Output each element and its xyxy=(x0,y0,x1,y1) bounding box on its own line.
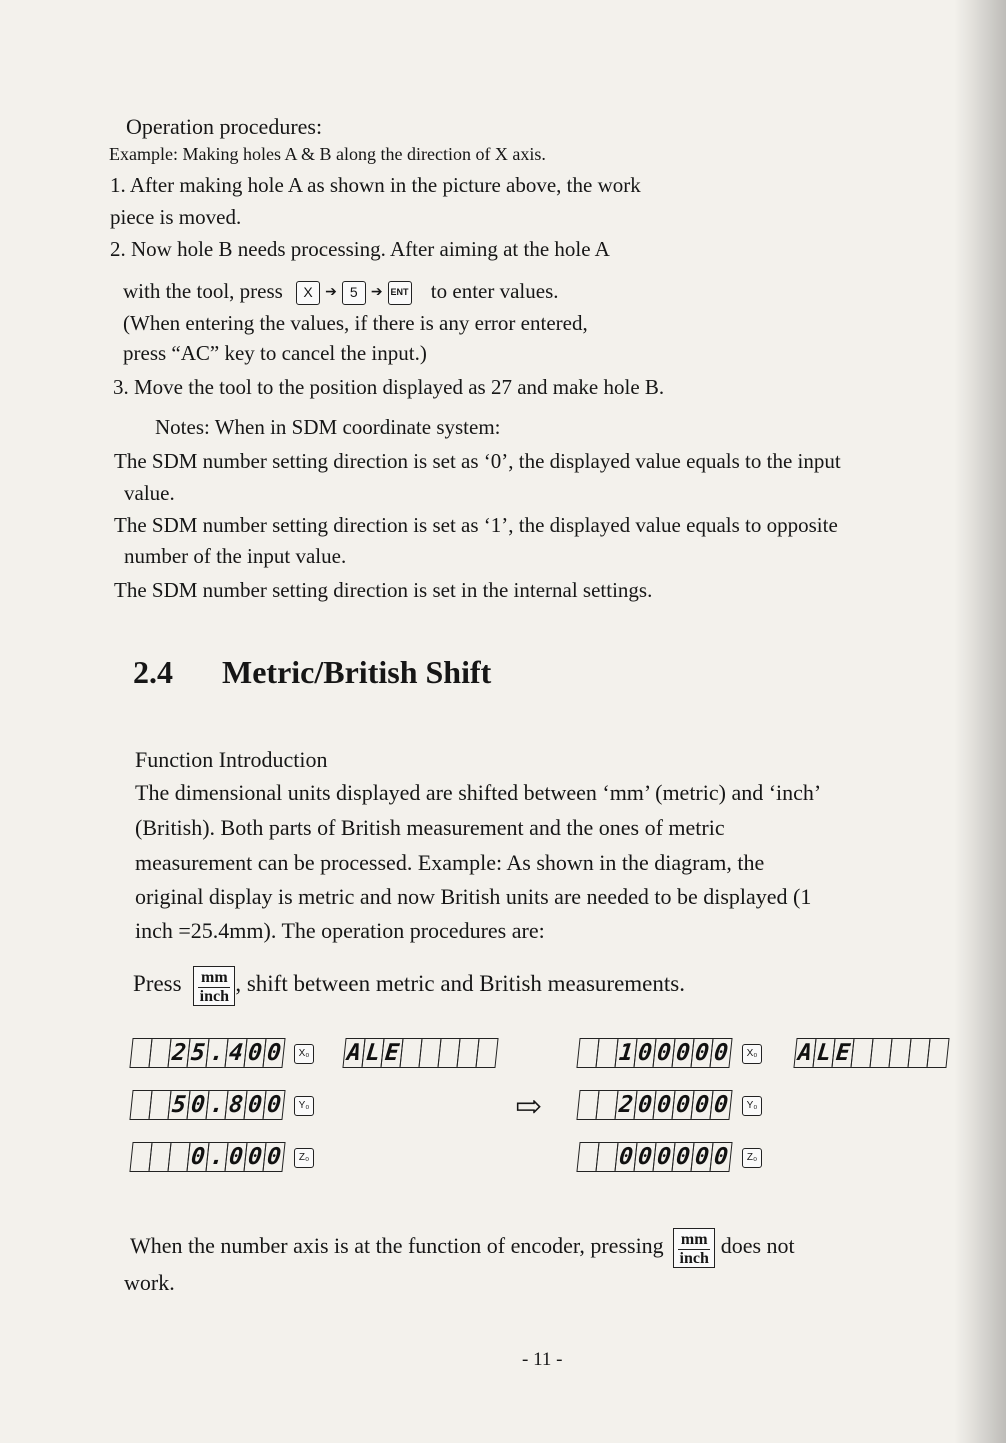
lcd-digit: 0 xyxy=(262,1142,285,1172)
lcd-before-y xyxy=(131,1090,283,1120)
encoder-text-a: When the number axis is at the function of encoder, pressing xyxy=(130,1233,664,1258)
lcd-digit: 0 xyxy=(633,1038,656,1068)
press-description: , shift between metric and British measurements. xyxy=(235,971,685,996)
lcd-digit: 0 xyxy=(671,1142,694,1172)
lcd-digit: 0 xyxy=(652,1038,675,1068)
lcd-digit: . xyxy=(205,1142,228,1172)
lcd-before-z xyxy=(131,1142,283,1172)
lcd-digit: 0 xyxy=(243,1090,266,1120)
lcd-digit: A xyxy=(793,1038,816,1068)
note1-line-a: The SDM number setting direction is set as ‘0’, the displayed value equals to the input xyxy=(114,449,841,473)
inch-key-label: inch xyxy=(679,1249,709,1267)
lcd-digit: 0 xyxy=(186,1090,209,1120)
mm-inch-key-icon xyxy=(193,966,235,1006)
section-title: Metric/British Shift xyxy=(222,654,492,690)
lcd-digit: 1 xyxy=(614,1038,637,1068)
lcd-digit xyxy=(926,1038,949,1068)
lcd-digit: 0 xyxy=(709,1038,732,1068)
x-axis-key-icon: X₀ xyxy=(294,1044,314,1064)
lcd-digit: 0 xyxy=(633,1090,656,1120)
step3-line: 3. Move the tool to the position displayed as 27 and make hole B. xyxy=(113,375,665,399)
lcd-digit: 0 xyxy=(671,1090,694,1120)
lcd-digit: 5 xyxy=(167,1090,190,1120)
lcd-digit: 0 xyxy=(652,1090,675,1120)
lcd-digit: 0 xyxy=(709,1090,732,1120)
notes-line: Notes: When in SDM coordinate system: xyxy=(155,415,501,439)
lcd-digit: 0 xyxy=(671,1038,694,1068)
note3-line: The SDM number setting direction is set in the internal settings. xyxy=(114,578,653,602)
lcd-after-x xyxy=(578,1038,730,1068)
lcd-digit: 0 xyxy=(243,1038,266,1068)
step2-line-b-pre: with the tool, press xyxy=(123,279,283,303)
lcd-digit: 0 xyxy=(614,1142,637,1172)
func-paragraph-line-2: (British). Both parts of British measurement and the ones of metric xyxy=(135,815,725,840)
lcd-digit: 0 xyxy=(186,1142,209,1172)
lcd-digit: 0 xyxy=(709,1142,732,1172)
lcd-digit: 0 xyxy=(224,1142,247,1172)
step1-line-a: 1. After making hole A as shown in the picture above, the work xyxy=(110,173,641,197)
note1-line-b: value. xyxy=(124,481,175,505)
lcd-digit: 0 xyxy=(690,1090,713,1120)
lcd-digit: 0 xyxy=(690,1038,713,1068)
x-key-icon: X xyxy=(296,281,320,305)
z-axis-key-icon: Z₀ xyxy=(294,1148,314,1168)
lcd-digit: . xyxy=(205,1090,228,1120)
ent-key-icon: ENT xyxy=(388,281,412,305)
shift-arrow-icon: ⇨ xyxy=(515,1088,542,1124)
step1-line-b: piece is moved. xyxy=(110,205,242,229)
press-mm-inch-line xyxy=(133,964,685,1006)
step2-key-sequence-line xyxy=(123,278,559,306)
mm-inch-key-icon xyxy=(673,1228,715,1268)
func-paragraph-line-4: original display is metric and now British units are needed to be displayed (1 xyxy=(135,884,812,909)
example-line: Example: Making holes A & B along the direction of X axis. xyxy=(109,144,546,164)
section-number: 2.4 xyxy=(133,654,173,690)
func-paragraph-line-1: The dimensional units displayed are shifted between ‘mm’ (metric) and ‘inch’ xyxy=(135,780,822,805)
function-introduction-heading: Function Introduction xyxy=(135,747,328,772)
lcd-status-before xyxy=(344,1038,496,1068)
operation-procedures-heading: Operation procedures: xyxy=(126,114,323,139)
five-key-icon: 5 xyxy=(342,281,366,305)
lcd-digit xyxy=(475,1038,498,1068)
lcd-digit: 8 xyxy=(224,1090,247,1120)
mm-key-label: mm xyxy=(198,970,230,988)
mm-key-label: mm xyxy=(678,1232,710,1250)
page-edge-shadow xyxy=(954,0,1006,1443)
lcd-digit: . xyxy=(205,1038,228,1068)
lcd-after-z xyxy=(578,1142,730,1172)
step2-line-b-post: to enter values. xyxy=(430,279,559,303)
lcd-digit: E xyxy=(831,1038,854,1068)
arrow-icon: ➔ xyxy=(370,285,383,301)
lcd-digit: A xyxy=(342,1038,365,1068)
lcd-after-y xyxy=(578,1090,730,1120)
lcd-digit: 2 xyxy=(614,1090,637,1120)
encoder-text-b: does not xyxy=(720,1233,795,1258)
step2-line-d: press “AC” key to cancel the input.) xyxy=(123,341,427,365)
y-axis-key-icon: Y₀ xyxy=(294,1096,314,1116)
lcd-digit: 0 xyxy=(262,1038,285,1068)
y-axis-key-icon: Y₀ xyxy=(742,1096,762,1116)
step2-line-c: (When entering the values, if there is any error entered, xyxy=(123,311,588,335)
lcd-digit: 0 xyxy=(633,1142,656,1172)
lcd-digit: 0 xyxy=(690,1142,713,1172)
z-axis-key-icon: Z₀ xyxy=(742,1148,762,1168)
lcd-status-after xyxy=(795,1038,947,1068)
note2-line-a: The SDM number setting direction is set as ‘1’, the displayed value equals to opposite xyxy=(114,513,838,537)
lcd-digit: 0 xyxy=(262,1090,285,1120)
lcd-digit: 5 xyxy=(186,1038,209,1068)
lcd-digit: E xyxy=(380,1038,403,1068)
arrow-icon: ➔ xyxy=(325,285,337,301)
lcd-before-x xyxy=(131,1038,283,1068)
step2-line-a: 2. Now hole B needs processing. After aiming at the hole A xyxy=(110,237,610,261)
func-paragraph-line-3: measurement can be processed. Example: As shown in the diagram, the xyxy=(135,850,765,875)
inch-key-label: inch xyxy=(199,987,229,1005)
lcd-digit: 0 xyxy=(652,1142,675,1172)
note2-line-b: number of the input value. xyxy=(124,544,347,568)
lcd-digit: L xyxy=(361,1038,384,1068)
func-paragraph-line-5: inch =25.4mm). The operation procedures are: xyxy=(135,918,545,943)
lcd-digit: 0 xyxy=(243,1142,266,1172)
press-label: Press xyxy=(133,971,182,996)
page-number: - 11 - xyxy=(522,1349,563,1370)
lcd-digit: 2 xyxy=(167,1038,190,1068)
lcd-digit: L xyxy=(812,1038,835,1068)
encoder-text-c: work. xyxy=(124,1270,175,1295)
encoder-line xyxy=(130,1226,795,1268)
lcd-digit: 4 xyxy=(224,1038,247,1068)
x-axis-key-icon: X₀ xyxy=(742,1044,762,1064)
